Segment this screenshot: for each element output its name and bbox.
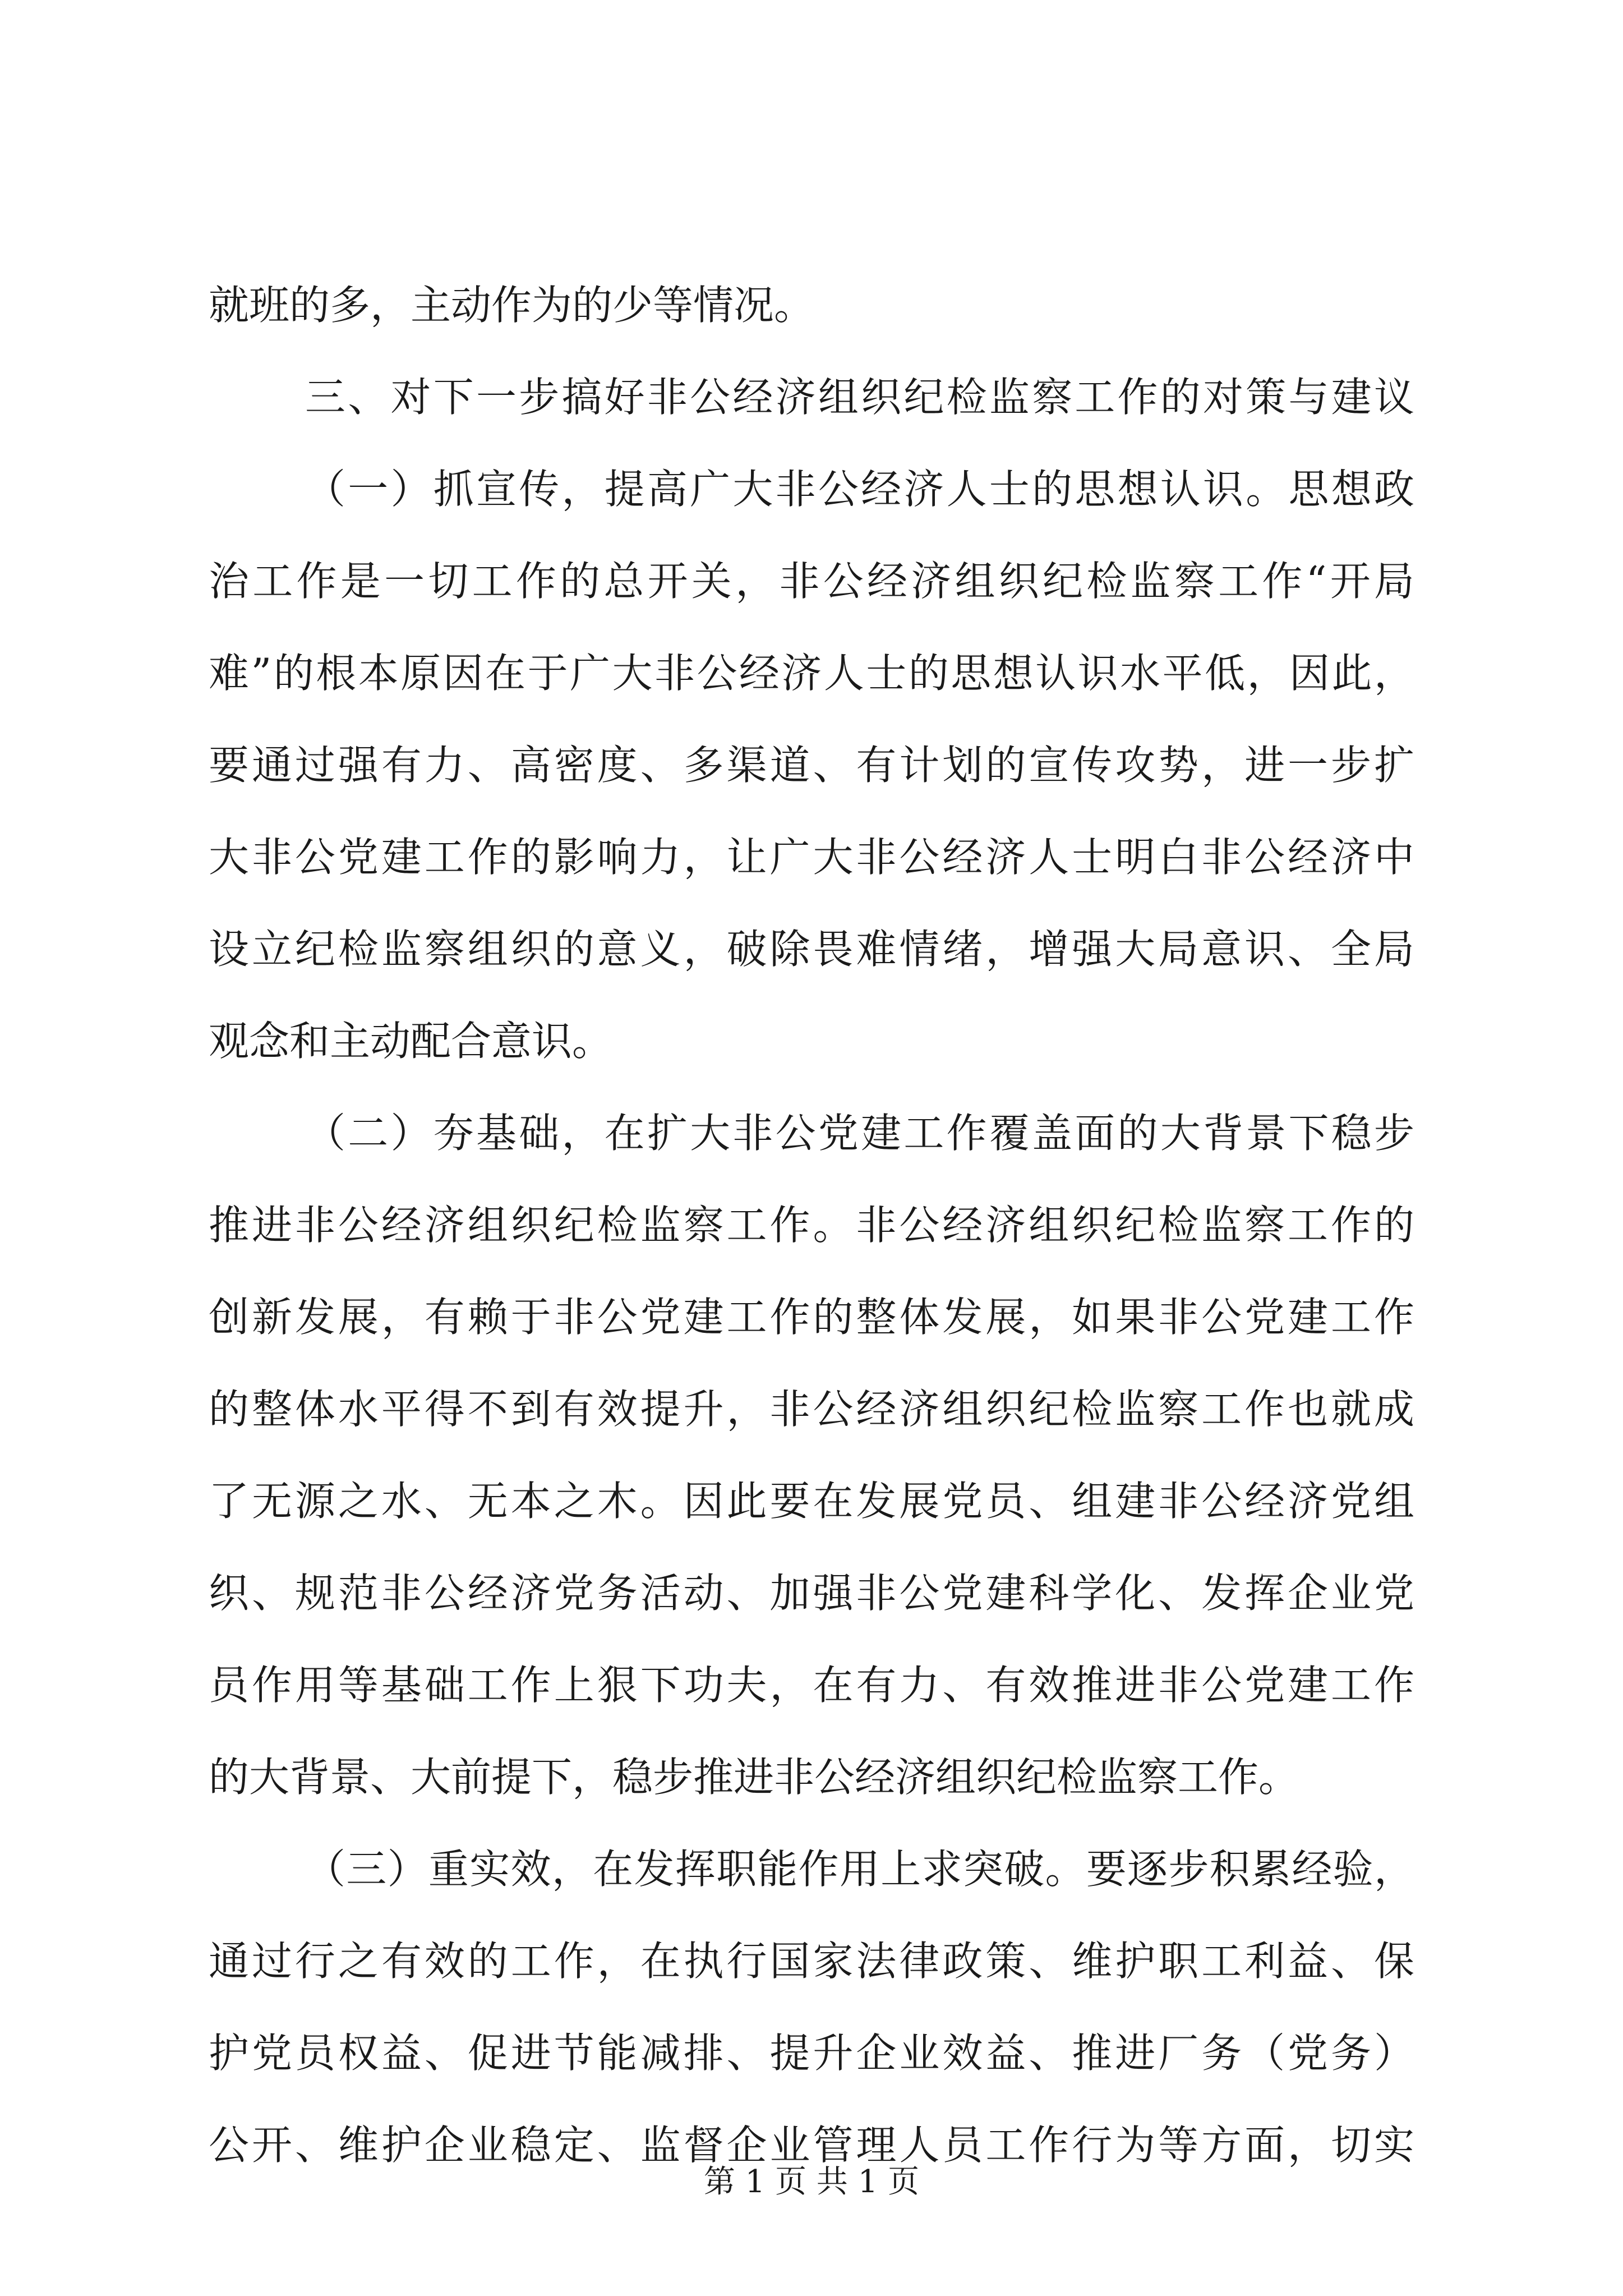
body-text [209, 259, 1414, 2191]
text-line: 要通过强有力、高密度、多渠道、有计划的宣传攻势，进一步扩 [209, 742, 1414, 789]
text-line: 的整体水平得不到有效提升，非公经济组织纪检监察工作也就成 [209, 1386, 1414, 1433]
text-line: 治工作是一切工作的总开关，非公经济组织纪检监察工作“开局 [209, 558, 1414, 605]
text-line: 大非公党建工作的影响力，让广大非公经济人士明白非公经济中 [209, 834, 1414, 881]
text-line: 推进非公经济组织纪检监察工作。非公经济组织纪检监察工作的 [209, 1202, 1414, 1249]
page-footer: 第 1 页 共 1 页 [703, 2164, 920, 2200]
text-line: （三）重实效，在发挥职能作用上求突破。要逐步积累经验， [305, 1846, 1414, 1893]
text-line: 的大背景、大前提下，稳步推进非公经济组织纪检监察工作。 [209, 1754, 1299, 1801]
text-line: 观念和主动配合意识。 [209, 1018, 613, 1065]
text-line: （二）夯基础，在扩大非公党建工作覆盖面的大背景下稳步 [305, 1110, 1414, 1157]
text-line: 通过行之有效的工作，在执行国家法律政策、维护职工利益、保 [209, 1938, 1414, 1985]
text-line: 护党员权益、促进节能减排、提升企业效益、推进厂务（党务） [209, 2030, 1414, 2077]
text-line: 设立纪检监察组织的意义，破除畏难情绪，增强大局意识、全局 [209, 926, 1414, 973]
text-line: 员作用等基础工作上狠下功夫，在有力、有效推进非公党建工作 [209, 1662, 1414, 1709]
text-line: 难”的根本原因在于广大非公经济人士的思想认识水平低，因此， [209, 650, 1414, 697]
text-line: 三、对下一步搞好非公经济组织纪检监察工作的对策与建议 [305, 374, 1414, 421]
text-line: 就班的多，主动作为的少等情况。 [209, 282, 815, 329]
text-line: 了无源之水、无本之木。因此要在发展党员、组建非公经济党组 [209, 1478, 1414, 1525]
text-line: 创新发展，有赖于非公党建工作的整体发展，如果非公党建工作 [209, 1294, 1414, 1341]
text-line: 织、规范非公经济党务活动、加强非公党建科学化、发挥企业党 [209, 1570, 1414, 1617]
text-line: （一）抓宣传，提高广大非公经济人士的思想认识。思想政 [305, 466, 1414, 513]
text-line: 公开、维护企业稳定、监督企业管理人员工作行为等方面，切实 [209, 2122, 1414, 2169]
